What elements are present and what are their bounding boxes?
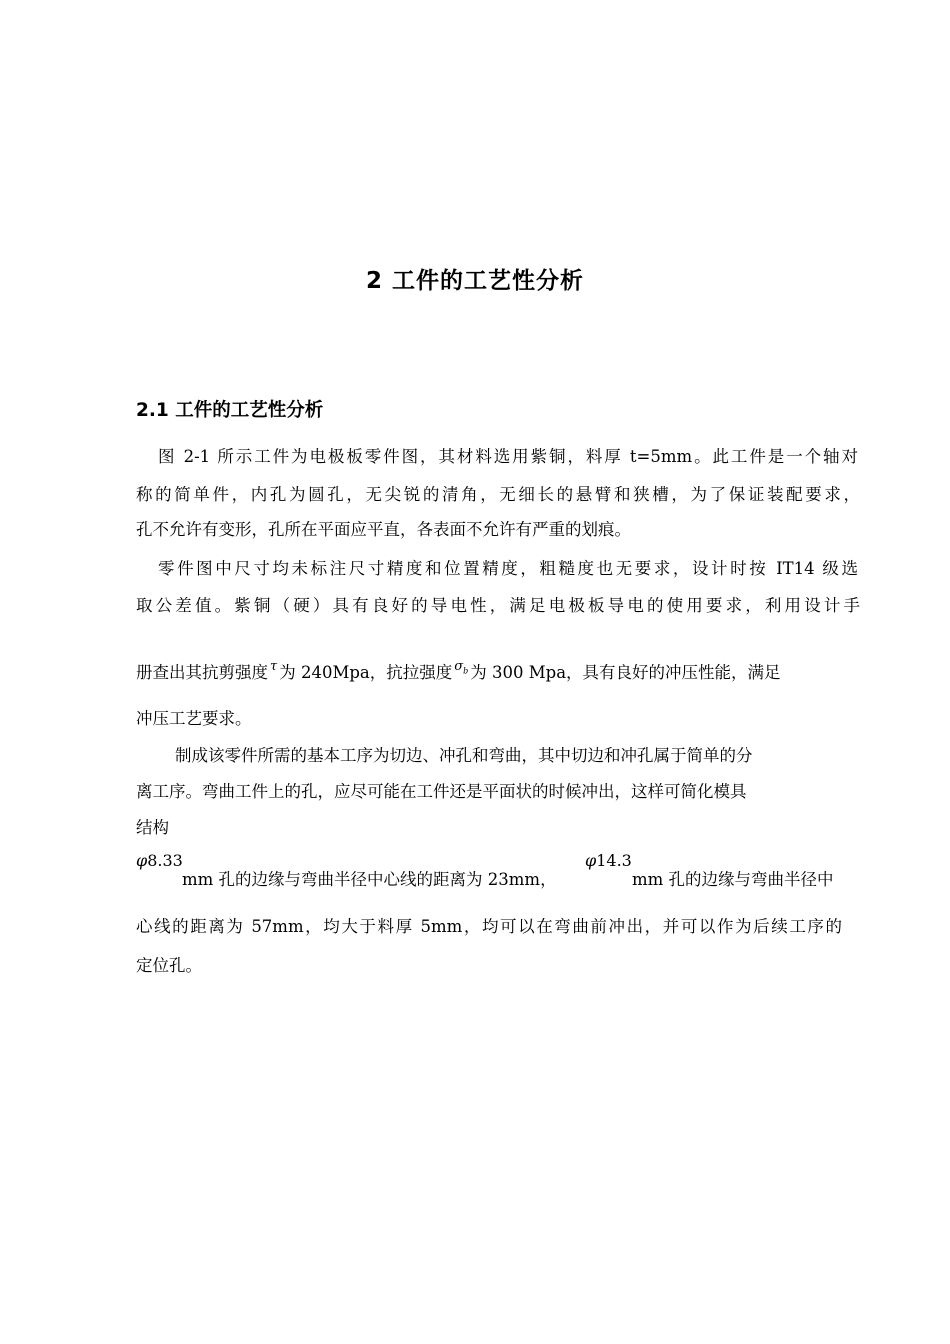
paragraph-1-line-3: 孔不允许有变形，孔所在平面应平直，各表面不允许有严重的划痕。 bbox=[136, 520, 631, 539]
paragraph-3-line-1: 制成该零件所需的基本工序为切边、冲孔和弯曲，其中切边和冲孔属于简单的分 bbox=[175, 746, 753, 765]
phi-symbol: φ bbox=[136, 851, 148, 870]
diameter-label-1 bbox=[136, 851, 183, 870]
sigma-symbol bbox=[454, 659, 468, 674]
paragraph-2-line-4: 冲压工艺要求。 bbox=[136, 709, 252, 728]
paragraph-3-line-4b: mm 孔的边缘与弯曲半径中 bbox=[632, 870, 834, 889]
paragraph-2-line-2: 取公差值。紫铜（硬）具有良好的导电性，满足电极板导电的使用要求，利用设计手 bbox=[136, 596, 860, 615]
paragraph-1-line-1: 图 2-1 所示工件为电极板零件图，其材料选用紫铜，料厚 t=5mm。此工件是一个轴对 bbox=[158, 447, 858, 466]
text-segment: 为 300 Mpa，具有良好的冲压性能，满足 bbox=[470, 663, 781, 682]
paragraph-3-line-4a: mm 孔的边缘与弯曲半径中心线的距离为 23mm， bbox=[182, 870, 557, 889]
section-title: 2.1 工件的工艺性分析 bbox=[136, 400, 324, 421]
text-segment: 册查出其抗剪强度 bbox=[136, 663, 268, 682]
paragraph-3-line-2: 离工序。弯曲工件上的孔，应尽可能在工件还是平面状的时候冲出，这样可简化模具 bbox=[136, 782, 747, 801]
sigma-subscript: b bbox=[463, 666, 469, 676]
paragraph-3-line-3: 结构 bbox=[136, 818, 169, 837]
diameter-label-2 bbox=[585, 851, 632, 870]
paragraph-2-line-3 bbox=[136, 661, 860, 692]
diameter-value: 14.3 bbox=[596, 851, 632, 870]
paragraph-1-line-2: 称的简单件，内孔为圆孔，无尖锐的清角，无细长的悬臂和狭槽，为了保证装配要求， bbox=[136, 485, 860, 504]
text-segment: 为 240Mpa，抗拉强度 bbox=[279, 663, 453, 682]
paragraph-2-line-1: 零件图中尺寸均未标注尺寸精度和位置精度，粗糙度也无要求，设计时按 IT14 级选 bbox=[158, 559, 858, 578]
chapter-title: 2 工件的工艺性分析 bbox=[365, 268, 584, 294]
paragraph-3-line-5: 心线的距离为 57mm，均大于料厚 5mm，均可以在弯曲前冲出，并可以作为后续工序的 bbox=[136, 917, 842, 936]
phi-symbol: φ bbox=[585, 851, 597, 870]
paragraph-3-line-6: 定位孔。 bbox=[136, 956, 202, 975]
tau-symbol: τ bbox=[270, 659, 278, 674]
sigma-letter: σ bbox=[454, 659, 464, 674]
diameter-value: 8.33 bbox=[147, 851, 183, 870]
